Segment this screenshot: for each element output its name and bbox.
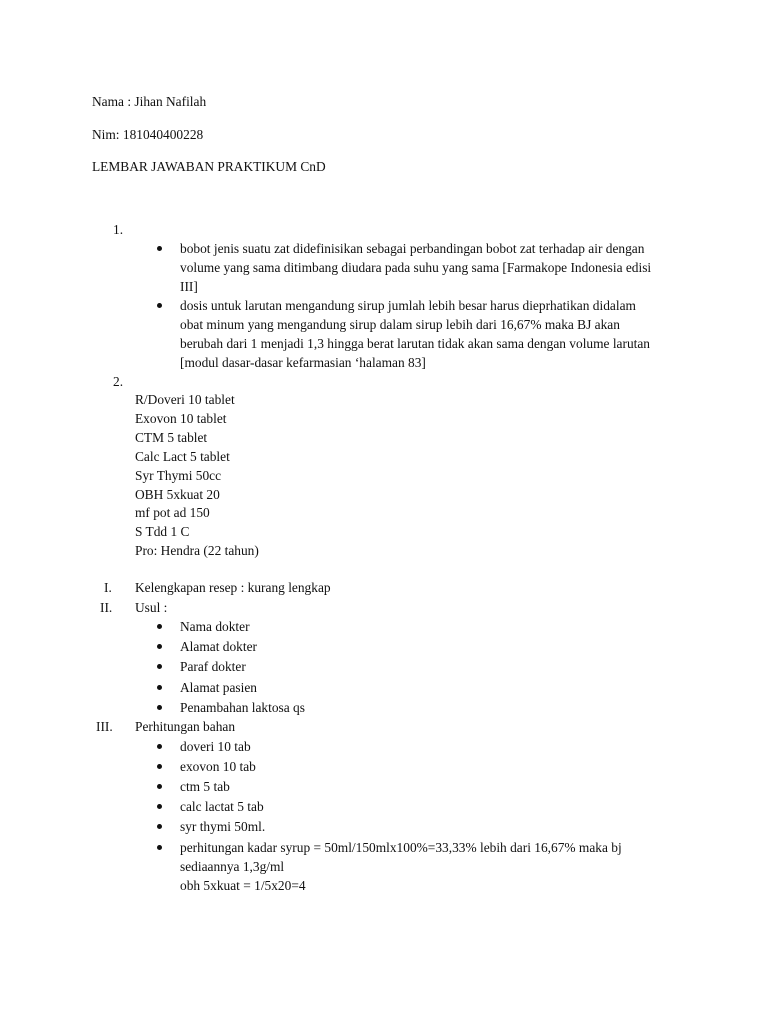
bullet-line: III] xyxy=(180,279,198,294)
calculation-heading: Perhitungan bahan xyxy=(135,719,236,734)
list-item: ctm 5 tab xyxy=(180,779,230,794)
list-item: Alamat dokter xyxy=(180,639,257,654)
roman-numeral-ii: II. xyxy=(100,600,113,615)
prescription-line: S Tdd 1 C xyxy=(135,524,190,539)
list-item: calc lactat 5 tab xyxy=(180,799,264,814)
bullet-line: [modul dasar-dasar kefarmasian ‘halaman 83] xyxy=(180,355,426,370)
list-item: doveri 10 tab xyxy=(180,739,251,754)
student-nim: Nim: 181040400228 xyxy=(92,127,204,142)
bullet-icon xyxy=(157,764,162,769)
prescription-line: CTM 5 tablet xyxy=(135,430,208,445)
section-number-1: 1. xyxy=(113,222,124,237)
bullet-line: obat minum yang mengandung sirup dalam sirup lebih dari 16,67% maka BJ akan xyxy=(180,317,620,332)
bullet-line: berubah dari 1 menjadi 1,3 hingga berat larutan tidak akan sama dengan volume larutan xyxy=(180,336,650,351)
list-item: Nama dokter xyxy=(180,619,250,634)
bullet-line: volume yang sama ditimbang diudara pada suhu yang sama [Farmakope Indonesia edisi xyxy=(180,260,652,275)
student-name: Nama : Jihan Nafilah xyxy=(92,94,207,109)
bullet-icon xyxy=(157,685,162,690)
bullet-icon xyxy=(157,845,162,850)
prescription-line: Syr Thymi 50cc xyxy=(135,468,222,483)
bullet-line: dosis untuk larutan mengandung sirup jumlah lebih besar harus dieprhatikan didalam xyxy=(180,298,636,313)
list-item: perhitungan kadar syrup = 50ml/150mlx100%=33,33% lebih dari 16,67% maka bj xyxy=(180,840,622,855)
document-title: LEMBAR JAWABAN PRAKTIKUM CnD xyxy=(92,159,326,174)
prescription-line: mf pot ad 150 xyxy=(135,505,210,520)
prescription-line: OBH 5xkuat 20 xyxy=(135,487,220,502)
bullet-icon xyxy=(157,644,162,649)
list-item: Alamat pasien xyxy=(180,680,257,695)
bullet-icon xyxy=(157,784,162,789)
list-item: exovon 10 tab xyxy=(180,759,256,774)
list-item-continuation: sediaannya 1,3g/ml xyxy=(180,859,285,874)
prescription-line: R/Doveri 10 tablet xyxy=(135,392,235,407)
suggestion-heading: Usul : xyxy=(135,600,168,615)
prescription-line: Pro: Hendra (22 tahun) xyxy=(135,543,259,558)
roman-numeral-iii: III. xyxy=(96,719,113,734)
completeness-text: Kelengkapan resep : kurang lengkap xyxy=(135,580,331,595)
bullet-icon xyxy=(157,824,162,829)
bullet-icon xyxy=(157,705,162,710)
roman-numeral-i: I. xyxy=(104,580,112,595)
list-item: Paraf dokter xyxy=(180,659,246,674)
bullet-icon xyxy=(157,624,162,629)
bullet-line: bobot jenis suatu zat didefinisikan sebagai perbandingan bobot zat terhadap air dengan xyxy=(180,241,645,256)
section-number-2: 2. xyxy=(113,374,124,389)
bullet-icon xyxy=(157,744,162,749)
bullet-icon xyxy=(157,804,162,809)
list-item: Penambahan laktosa qs xyxy=(180,700,305,715)
prescription-line: Calc Lact 5 tablet xyxy=(135,449,230,464)
list-item: syr thymi 50ml. xyxy=(180,819,266,834)
prescription-line: Exovon 10 tablet xyxy=(135,411,227,426)
bullet-icon xyxy=(157,303,162,308)
bullet-icon xyxy=(157,664,162,669)
bullet-icon xyxy=(157,246,162,251)
list-item-continuation: obh 5xkuat = 1/5x20=4 xyxy=(180,878,306,893)
